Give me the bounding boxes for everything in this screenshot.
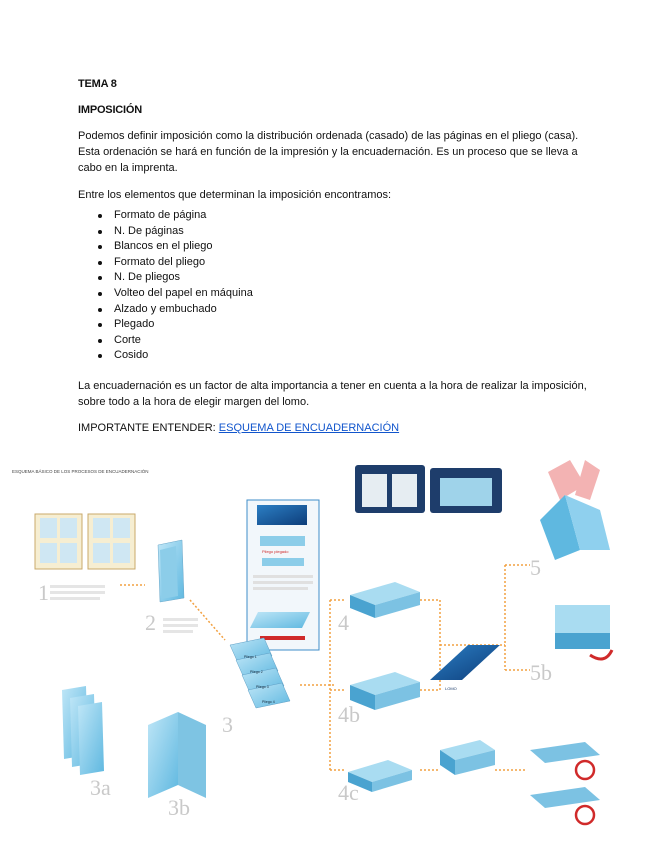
- step-4-number: 4: [338, 610, 349, 635]
- step-4b-number: 4b: [338, 702, 360, 727]
- binding-scheme-link[interactable]: ESQUEMA DE ENCUADERNACIÓN: [218, 422, 400, 434]
- finished-pages: [530, 742, 600, 824]
- step-3-number: 3: [222, 712, 233, 737]
- list-item: Plegado: [78, 317, 253, 333]
- elements-list: [78, 208, 253, 364]
- list-item: Volteo del papel en máquina: [78, 286, 253, 302]
- cover-sheets: [355, 465, 502, 513]
- step-4c-number: 4c: [338, 780, 359, 805]
- list-item: Corte: [78, 333, 253, 349]
- sheet-label: Pliego 3: [256, 685, 269, 689]
- trimming-block: [555, 605, 612, 659]
- list-item: Alzado y embuchado: [78, 302, 253, 318]
- list-item: Formato del pliego: [78, 255, 253, 271]
- binding-block-1: [350, 582, 420, 618]
- stacked-signatures: [62, 686, 104, 775]
- binding-diagram: [0, 450, 655, 850]
- step-5b-number: 5b: [530, 660, 552, 685]
- step-2-number: 2: [145, 610, 156, 635]
- binding-block-2: [350, 672, 420, 710]
- section-title: IMPOSICIÓN: [78, 104, 143, 116]
- folding-info-box: [247, 500, 319, 650]
- list-item: Blancos en el pliego: [78, 239, 253, 255]
- nested-signatures: [148, 712, 206, 798]
- step-3b-number: 3b: [168, 795, 190, 820]
- sheet-label: Pliego 1: [244, 655, 257, 659]
- sheet-label: Pliego 4: [262, 700, 275, 704]
- intro-paragraph: Podemos definir imposición como la distribución ordenada (casado) de las páginas en el pliego (casa). Esta ordenación se hará en función de la impresión y la encuadernación. Es un proceso que se lleva a cabo en la imprenta.: [78, 130, 579, 174]
- list-item: Cosido: [78, 348, 253, 364]
- list-item: Formato de página: [78, 208, 253, 224]
- step-5-number: 5: [530, 555, 541, 580]
- step-1-number: 1: [38, 580, 49, 605]
- elements-intro: Entre los elementos que determinan la imposición encontramos:: [78, 189, 392, 201]
- list-item: N. De pliegos: [78, 270, 253, 286]
- binding-scheme-figure: [0, 450, 655, 850]
- folded-sheet: [158, 540, 184, 602]
- topic-heading: TEMA 8: [78, 78, 117, 90]
- figure-caption: ESQUEMA BÁSICO DE LOS PROCESOS DE ENCUADERNACIÓN: [12, 469, 149, 474]
- important-prefix: IMPORTANTE ENTENDER:: [78, 422, 219, 434]
- important-line: [78, 420, 598, 436]
- sheet-layouts: [35, 514, 135, 569]
- pliego-plegado-label: Pliego plegado: [262, 549, 289, 554]
- lomo-label: LOMO: [445, 686, 457, 691]
- lomo-cover: [430, 645, 500, 680]
- step-3a-number: 3a: [90, 775, 111, 800]
- binding-paragraph: La encuadernación es un factor de alta importancia a tener en cuenta a la hora de realizar la imposición, sobre todo a la hora de elegir margen del lomo.: [78, 380, 587, 408]
- cutting-machine: [540, 460, 610, 560]
- sheet-label: Pliego 2: [250, 670, 263, 674]
- list-item: N. De páginas: [78, 224, 253, 240]
